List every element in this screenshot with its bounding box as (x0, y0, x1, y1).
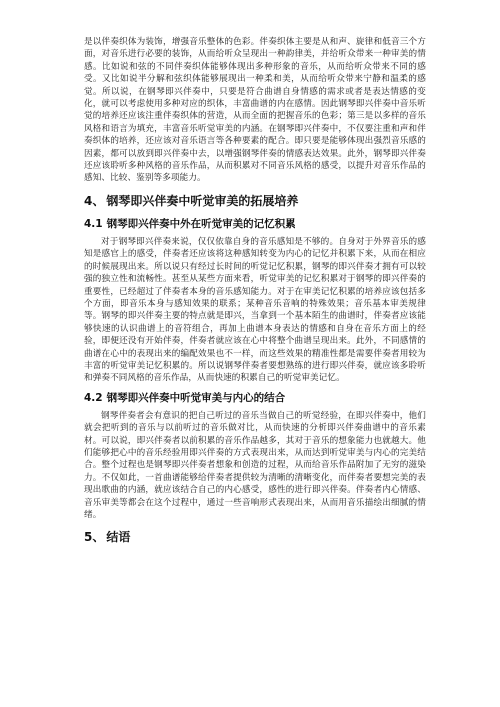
section-4-heading (84, 193, 426, 209)
section-5-title: 结语 (106, 530, 131, 545)
section-5-number: 5、 (84, 530, 105, 545)
section-5-heading (84, 529, 426, 545)
document-page (84, 36, 426, 553)
section-4-2-title: 钢琴即兴伴奏中听觉审美与内心的结合 (106, 391, 286, 404)
section-4-2-heading (84, 391, 426, 405)
section-4-title: 钢琴即兴伴奏中听觉审美的拓展培养 (106, 193, 299, 208)
section-4-2-number: 4.2 (84, 391, 103, 404)
section-4-2-paragraph: 钢琴伴奏者会有意识的把自己听过的音乐当做自己的听觉经验，在即兴伴奏中，他们就会把听到的音乐与以前听过的音乐做对比，从而快速的分析即兴伴奏曲谱中的音乐素材。可以说，即兴伴奏者以前积累的音乐作品越多，其对于音乐的想象能力也就越大。他们能够把心中的音乐经验用即兴伴奏的方式表现出来，从而达到听觉审美与内心的完美结合。整个过程也是钢琴即兴伴奏者想象和创造的过程，从而给音乐作品附加了无穷的滋染力。不仅如此，一首曲谱能够给伴奏者提供较为清晰的清晰变化，而伴奏者要想完美的表现出歌曲的内涵，就应该结合自己的内心感受，感性的进行即兴伴奏。伴奏者内心情感、音乐审美等都会在这个过程中，通过一些音响形式表现出来，从而用音乐描绘出细腻的情绪。 (84, 410, 426, 520)
section-4-1-heading (84, 217, 426, 231)
section-4-1-paragraph: 对于钢琴即兴伴奏来说，仅仅依靠自身的音乐感知是不够的。自身对于外界音乐的感知是感官上的感受，伴奏者还应该将这种感知转变为内心的记忆并积累下来，从而在相应的时候展现出来。所以说只有经过长时间的听觉记忆积累，钢琴的即兴伴奏才拥有可以较强的独立性和流畅性。甚至从某些方面来看，听觉审美的记忆积累对于钢琴的即兴伴奏的重要性，已经超过了伴奏者本身的音乐感知能力。对于在审美记忆积累的培养应该包括多个方面，即音乐本身与感知效果的联系；某种音乐音响的特殊效果；音乐基本审美规律等。钢琴的即兴伴奏主要的特点就是即兴，当拿到一个基本陌生的曲谱时，伴奏者应该能够快速的认识曲谱上的音符组合，再加上曲谱本身表达的情感和自身在音乐方面上的经验，即便还没有开始伴奏，伴奏者就应该在心中将整个曲谱呈现出来。此外，不同感情的曲谱在心中的表现出来的编配效果也不一样，而这些效果的精准性都是需要伴奏者用较为丰富的听觉审美记忆积累的。所以说钢琴伴奏者要想熟练的进行即兴伴奏，就应该多聆听和弹奏不同风格的音乐作品，从而快速的积累自己的听觉审美记忆。 (84, 236, 426, 384)
section-4-1-number: 4.1 (84, 217, 103, 230)
intro-paragraph: 是以伴奏织体为装饰，增强音乐整体的色彩。伴奏织体主要是从和声、旋律和低音三个方面，对音乐进行必要的装饰，从而给听众呈现出一种韵律美，并给听众带来一种审美的情感。比如说和弦的不同伴奏织体能够体现出多种形象的音乐，从而给听众带来不同的感受。又比如说半分解和弦织体能够展现出一种柔和美，从而给听众带来宁静和温柔的感觉。所以说，在钢琴即兴伴奏中，只要是符合曲谱自身情感的需求或者是表达情感的变化，就可以考虑使用多种对应的织体，丰富曲谱的内在感情。因此钢琴即兴伴奏中音乐听觉的培养还应该注重伴奏织体的营造，从而全面的把握音乐的色彩；第三是以多样的音乐风格和语言为填充，丰富音乐听觉审美的内涵。在钢琴即兴伴奏中，不仅要注重和声和伴奏织体的培养，还应该对音乐语言等各种要素的配合。即只要是能够体现出强烈音乐感的因素，都可以放到即兴伴奏中去，以增强钢琴伴奏的情感表达效果。此外，钢琴即兴伴奏还应该聆听多种风格的音乐作品，从而积累对不同音乐风格的感受，以提升对音乐作品的感知、比较、鉴别等多项能力。 (84, 37, 426, 184)
section-4-number: 4、 (84, 193, 105, 208)
section-4-1-title: 钢琴即兴伴奏中外在听觉审美的记忆积累 (106, 217, 296, 230)
